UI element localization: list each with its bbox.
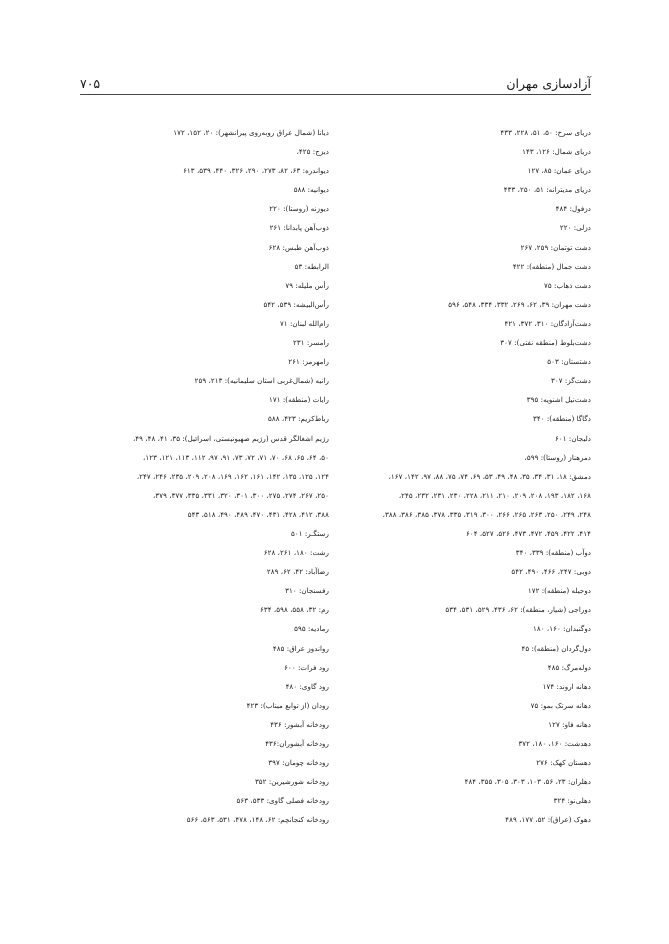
index-entry: رامسر: ۲۳۱: [293, 338, 329, 348]
index-entry: دیواندره: ۶۳، ۸۲، ۲۷۳، ۲۹۰، ۳۲۶، ۴۴۰، ۵۳۹، ۶۱۳: [183, 166, 329, 176]
index-entry: دوبی: ۲۴۷، ۴۶۶، ۴۹۰، ۵۴۲: [511, 567, 591, 577]
index-entry: رستگـر: ۵۰۱: [290, 528, 329, 538]
index-entry: دمشق: ۱۸، ۳۱، ۳۴، ۳۵، ۴۸، ۴۹، ۵۳، ۶۹، ۷۴، ۷۵، ۸۸، ۹۷، ۱۴۲، ۱۶۷،: [388, 471, 591, 481]
index-column-left: [89, 123, 329, 829]
index-entry: دشت ذهاب: ۷۵: [544, 280, 591, 290]
index-entry: دول‌گردان (منطقه): ۴۵: [521, 643, 591, 653]
index-entry: دوجیله (منطقه): ۱۷۲: [527, 586, 591, 596]
index-entry: رم: ۳۲، ۵۵۸، ۵۹۸، ۶۳۴: [260, 605, 329, 615]
index-entry: دهلی‌نو: ۳۲۴: [553, 796, 591, 806]
index-entry: ۵۰، ۶۴، ۶۵، ۶۸، ۷۰، ۷۱، ۷۲، ۷۳، ۹۱، ۹۷، ۱۱۲، ۱۱۳، ۱۲۱، ۱۲۳،: [143, 452, 329, 462]
index-entry: رانیه (شمال‌غربی استان سلیمانیه): ۲۱۳، ۲۵۹: [194, 376, 329, 386]
index-entry: دهستان کهک: ۲۷۶: [536, 758, 591, 768]
index-entry: ۱۶۸، ۱۸۲، ۱۹۳، ۲۰۸، ۲۰۹، ۲۱۰، ۲۱۱، ۲۲۸، ۲۳۰، ۲۳۱، ۲۳۲، ۲۴۵،: [398, 490, 591, 500]
index-entry: رشت: ۱۸۰، ۲۶۱، ۶۲۸: [263, 548, 329, 558]
page-number: ۷۰۵: [80, 76, 101, 91]
header-rule: [80, 94, 591, 95]
index-entry: ذوب‌آهن پابدانا: ۲۶۱: [269, 223, 329, 233]
running-header: [80, 76, 591, 94]
index-entry: رواندوز عراق: ۴۸۵: [272, 643, 329, 653]
index-entry: رودخانه آبشور: ۴۳۶: [270, 719, 329, 729]
index-entry: دزلی: ۲۲۰: [559, 223, 591, 233]
index-entry: دهانه فاو: ۱۲۷: [548, 719, 591, 729]
index-entry: دیانا (شمال عراق روبه‌روی پیرانشهر): ۲۰، ۱۵۲، ۱۷۲: [173, 128, 329, 137]
index-entry: رضاآباد: ۴۲، ۶۲، ۲۸۹: [266, 567, 329, 577]
index-entry: دهلران: ۲۳، ۵۶، ۱۰۳، ۳۰۳، ۳۰۵، ۳۵۵، ۴۸۴: [464, 777, 591, 787]
index-entry: دشت مهران: ۳۹، ۶۲، ۲۶۹، ۳۳۲، ۳۳۴، ۵۴۸، ۵۹۶: [448, 299, 591, 309]
running-title: آزادسازی مهران: [506, 76, 591, 91]
index-entry: رودخانه آبشوران:۴۳۶: [265, 739, 329, 748]
index-entry: دیوزنه (روستا): ۲۲۰: [269, 204, 329, 214]
index-column-right: [355, 123, 591, 829]
index-entry: دشت‌نیل اشنویه: ۳۹۵: [526, 395, 591, 405]
index-entry: رام‌الله لبنان: ۷۱: [279, 318, 329, 328]
index-entry: رود گاوی: ۴۸۰: [285, 681, 329, 691]
index-entry: دمرهناز (روستا): ۵۹۹،: [524, 452, 591, 462]
index-entry: دگاگا (منطقه): ۳۴۰: [532, 414, 591, 424]
index-entry: دشت‌گز: ۳۰۷: [551, 376, 591, 386]
index-entry: رایات (منطقه): ۱۷۱: [268, 395, 329, 405]
index-entry: دوراجی (شیار، منطقه): ۶۲، ۴۳۶، ۵۲۹، ۵۳۱، ۵۳۴: [445, 605, 591, 615]
index-entry: دوآب (منطقه): ۳۳۹، ۳۴۰: [515, 548, 591, 558]
index-entry: دشت‌آزادگان: ۳۱۰، ۳۷۲، ۴۲۱: [504, 318, 591, 328]
index-entry: رودخانه شورشیرین: ۳۵۲: [254, 777, 329, 787]
index-entry: الرابطه: ۵۳: [294, 261, 329, 271]
index-entry: ۱۲۴، ۱۲۵، ۱۳۵، ۱۴۲، ۱۶۱، ۱۶۲، ۱۶۹، ۲۰۸، ۲۰۹، ۲۳۵، ۲۴۶، ۲۴۷،: [136, 471, 329, 481]
index-entry: دشت‌بلوط (منطقه نفتی): ۳۰۷: [500, 338, 591, 348]
index-entry: رودان (از توابع میناب): ۴۲۳: [246, 700, 329, 710]
index-entry: دلیجان: ۶۰۱: [555, 433, 591, 443]
index-entry: دهانه سرتک بمو: ۷۵: [530, 700, 591, 710]
index-entry: ۴۱۴، ۴۲۲، ۴۵۹، ۴۷۲، ۴۷۳، ۵۲۶، ۵۲۷، ۶۰۴: [465, 528, 591, 538]
index-entry: دریای سرخ: ۵۰، ۵۱، ۲۲۸، ۴۳۳: [500, 128, 591, 137]
index-entry: رامهرمز: ۲۶۱: [288, 357, 329, 367]
index-entry: رودخانه کنجانچم: ۶۲، ۱۴۸، ۴۷۸، ۵۳۱، ۵۶۳، ۵۶۶: [186, 815, 329, 825]
index-entry: رمادیه: ۵۹۵: [294, 624, 329, 634]
index-entry: رأس‌البیشه: ۵۳۹، ۵۴۲: [263, 299, 329, 309]
index-entry: ۲۵۰، ۲۶۷، ۲۷۴، ۲۷۵، ۳۰۰، ۳۰۱، ۳۲۰، ۳۳۱، ۳۳۵، ۳۷۷، ۳۷۹،: [153, 490, 329, 500]
index-entry: رأس ملیله: ۷۹: [285, 280, 329, 290]
index-entry: دشت توتمان: ۲۵۹، ۲۶۷: [520, 242, 591, 252]
index-entry: رژیم اشغالگر قدس (رژیم صهیونیستی، اسرائیل): ۳۵، ۴۱، ۴۸، ۴۹،: [132, 433, 329, 443]
index-entry: دریای مدیترانه: ۵۱، ۲۵۰، ۴۳۳: [503, 185, 591, 195]
index-entry: دیزج: ۴۲۵،: [296, 147, 329, 157]
index-entry: دشتستان: ۵۰۳: [547, 357, 591, 367]
index-entry: ۲۴۸، ۲۴۹، ۲۵۰، ۲۶۳، ۲۶۵، ۲۶۶، ۳۰۰، ۳۱۹، ۳۳۵، ۳۷۸، ۳۸۵، ۳۸۶، ۳۸۸،: [382, 509, 591, 519]
index-entry: رفسنجان: ۳۱۰: [285, 586, 329, 596]
index-entry: دریای عمان: ۸۵، ۱۲۷: [527, 166, 591, 176]
index-entry: رود فرات: ۶۰۰: [284, 662, 329, 672]
index-entry: دهوک (عراق): ۵۲، ۱۷۷، ۴۸۹: [505, 815, 591, 825]
index-entry: دیوانیه: ۵۸۸: [293, 185, 329, 195]
index-entry: دهدشت: ۱۶۰، ۱۸۰، ۳۷۲: [518, 739, 591, 748]
index-entry: رودخانه فصلی گاوی: ۵۳۳، ۵۶۳: [236, 796, 329, 806]
index-entry: دشت جمال (منطقه): ۴۲۲: [512, 261, 591, 271]
index-entry: دهانه اروند: ۱۷۴: [542, 681, 591, 691]
index-entry: ۳۸۸، ۴۱۲، ۴۲۸، ۴۳۱، ۴۷۰، ۴۸۹، ۴۹۰، ۵۱۸، ۵۴۳: [187, 509, 329, 519]
index-entry: دوگنبدان: ۱۶۰، ۱۸۰: [533, 624, 591, 634]
index-entry: دریای شمال: ۱۲۶، ۱۴۳: [522, 147, 591, 157]
index-entry: دوله‌مرگ: ۴۸۵: [547, 662, 591, 672]
index-entry: رودخانه چومان: ۳۹۷: [268, 758, 329, 768]
index-entry: ذوب‌آهن طبس: ۶۲۸: [268, 242, 329, 252]
index-entry: دزفول: ۴۸۴: [555, 204, 591, 214]
index-entry: رباط‌کریم: ۴۲۳، ۵۸۸: [268, 414, 329, 424]
